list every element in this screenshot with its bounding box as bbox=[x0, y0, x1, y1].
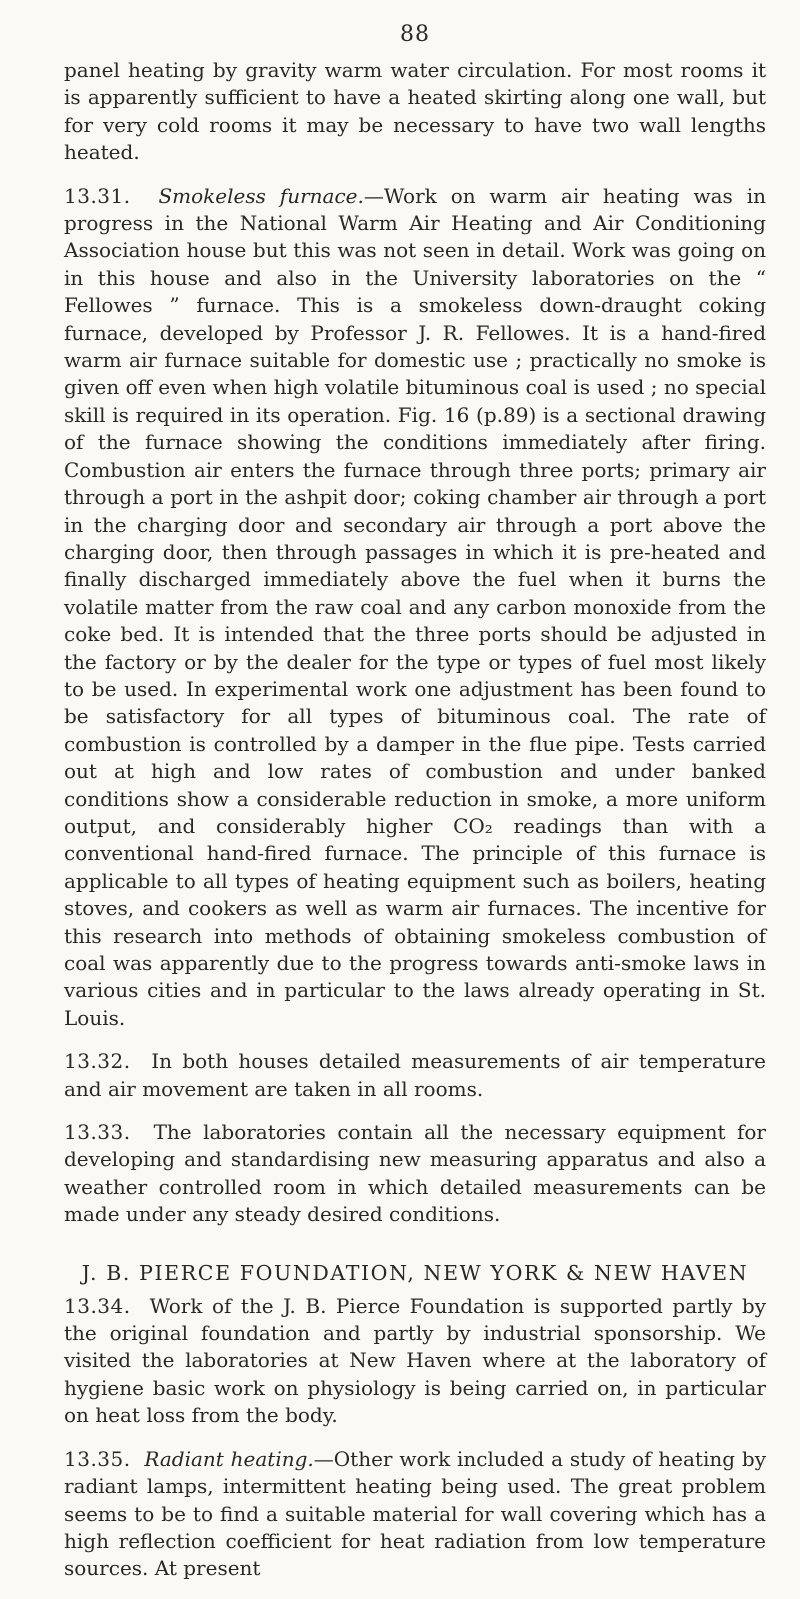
paragraph-number: 13.32. bbox=[64, 1049, 131, 1074]
paragraph-text: The laboratories contain all the necessary equipment for developing and standardising new measuring apparatus and also a weather controlled room in which detailed measurements can be made under any steady desired conditions. bbox=[64, 1120, 766, 1227]
document-page bbox=[64, 22, 766, 1599]
paragraph-number: 13.33. bbox=[64, 1120, 131, 1145]
paragraph-text: Work of the J. B. Pierce Foundation is supported partly by the original foundation and partly by industrial sponsorship. We visited the laboratories at New Haven where at the laboratory of hygiene basic work on physiology is being carried on, in particular on heat loss from the body. bbox=[64, 1293, 766, 1428]
paragraph-13-35 bbox=[64, 1446, 766, 1583]
paragraph-text: —Work on warm air heating was in progress in the National Warm Air Heating and Air Conditioning Association house but this was not seen in detail. Work was going on in this house and also in the University laboratories on the “ Fellowes ” furnace. This is a smokeless down-draught coking furnace, developed by Professor J. R. Fellowes. It is a hand-fired warm air furnace suitable for domestic use ; practically no smoke is given off even when high volatile bituminous coal is used ; no special skill is required in its operation. Fig. 16 (p.89) is a sectional drawing of the furnace showing the conditions immediately after firing. Combustion air enters the furnace through three ports; primary air through a port in the ashpit door; coking chamber air through a port in the charging door and secondary air through a port above the charging door, then through passages in which it is pre-heated and finally discharged immediately above the fuel when it burns the volatile matter from the raw coal and any carbon monoxide from the coke bed. It is intended that the three ports should be adjusted in the factory or by the dealer for the type or types of fuel most likely to be used. In experimental work one adjustment has been found to be satisfactory for all types of bituminous coal. The rate of combustion is controlled by a damper in the flue pipe. Tests carried out at high and low rates of combustion and under banked conditions show a considerable reduction in smoke, a more uniform output, and considerably higher CO₂ readings than with a conventional hand-fired furnace. The principle of this furnace is applicable to all types of heating equipment such as boilers, heating stoves, and cookers as well as warm air furnaces. The incentive for this research into methods of obtaining smokeless combustion of coal was apparently due to the progress towards anti-smoke laws in various cities and in particular to the laws already operating in St. Louis. bbox=[64, 183, 767, 1030]
paragraph-title: Radiant heating. bbox=[144, 1446, 314, 1471]
paragraph-text: —Other work included a study of heating by radiant lamps, intermittent heating being used. The great problem seems to be to find a suitable material for wall covering which has a high reflection coefficient for heat radiation from low temperature sources. At present bbox=[64, 1446, 766, 1581]
paragraph-continuation bbox=[64, 57, 766, 167]
paragraph-title: Smokeless furnace. bbox=[158, 183, 364, 208]
paragraph-13-33 bbox=[64, 1119, 766, 1229]
paragraph-13-34 bbox=[64, 1293, 766, 1430]
page-number: 88 bbox=[400, 22, 430, 47]
paragraph-text: In both houses detailed measurements of air temperature and air movement are taken in all rooms. bbox=[64, 1049, 766, 1101]
paragraph-text: panel heating by gravity warm water circulation. For most rooms it is apparently sufficient to have a heated skirting along one wall, but for very cold rooms it may be necessary to have two wall lengths heated. bbox=[64, 58, 766, 165]
paragraph-number: 13.35. bbox=[64, 1446, 131, 1471]
section-heading: J. B. PIERCE FOUNDATION, NEW YORK & NEW HAVEN bbox=[81, 1260, 749, 1285]
paragraph-number: 13.31. bbox=[64, 183, 131, 208]
paragraph-13-32 bbox=[64, 1048, 766, 1103]
paragraph-13-31 bbox=[64, 183, 766, 1033]
paragraph-number: 13.34. bbox=[64, 1293, 131, 1318]
